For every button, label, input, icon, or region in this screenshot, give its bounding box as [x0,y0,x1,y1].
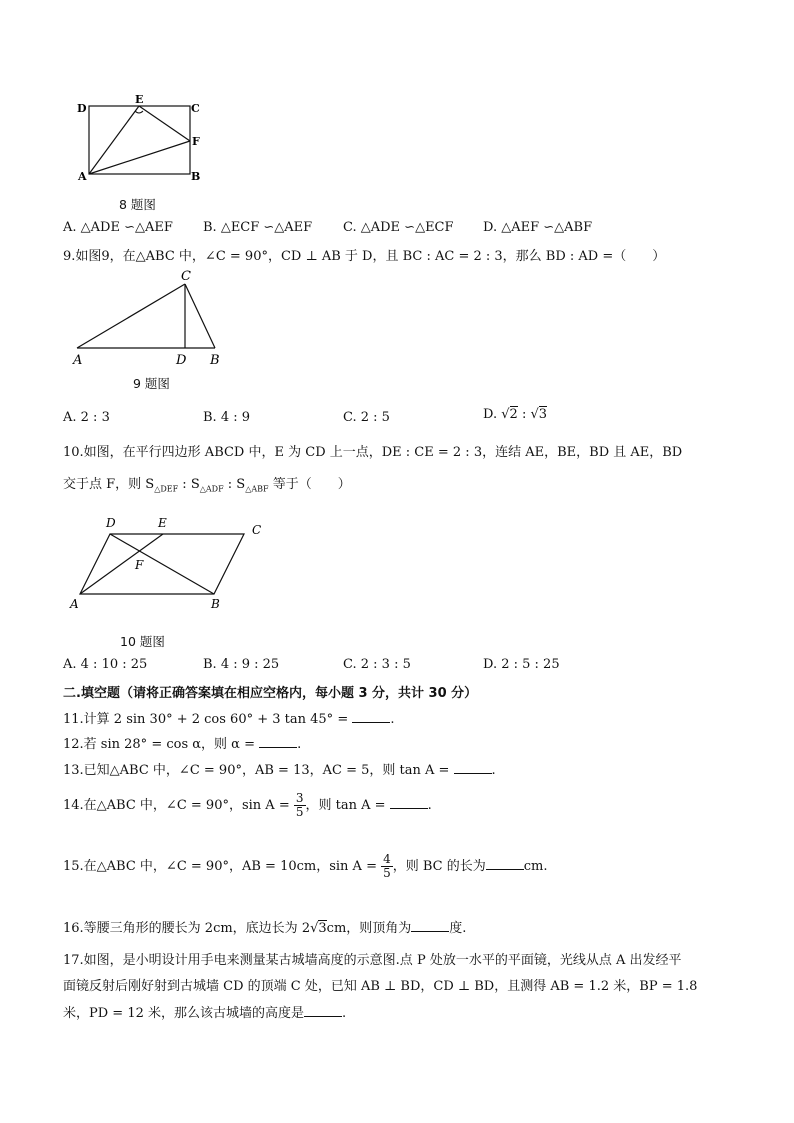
rectangle-abcd [89,106,190,174]
fraction-denominator: 5 [295,805,304,819]
segment-ae [80,534,163,594]
q8-option-c: C. △ADE ∽△ECF [343,220,454,235]
q10-stem-text-mid1: : S [178,477,200,492]
answer-blank[interactable] [454,761,492,774]
answer-blank[interactable] [486,857,524,870]
answer-blank[interactable] [390,796,428,809]
section-heading: 二.填空题（请将正确答案填在相应空格内，每小题 3 分，共计 30 分） [63,686,478,701]
q14-text-b: ，则 tan A = [305,798,390,813]
q9-option-c: C. 2 : 5 [343,410,390,425]
label-c: C [252,523,262,537]
label-d: D [77,102,87,115]
q10-sub-abf: △ABF [245,484,269,494]
sqrt-symbol: √ [310,921,319,936]
label-a: A [70,597,79,611]
q11-end: . [390,712,395,727]
figure-10 [64,512,274,614]
q9-option-d-radicand-a: 2 [509,407,518,422]
q12 [63,733,301,752]
q16-radicand: 3 [318,921,327,936]
figure-8-caption: 8 题图 [119,197,156,212]
q10-option-c: C. 2 : 3 : 5 [343,657,411,672]
label-b: B [191,170,201,183]
fraction [294,792,306,819]
segment-ae [89,106,139,174]
figure-8 [72,92,212,184]
q15-text-b: ，则 BC 的长为 [392,859,486,874]
q17-line1: 17.如图，是小明设计用手电来测量某古城墙高度的示意图.点 P 处放一水平的平面镜，光线从点 A 出发经平 [63,953,682,968]
answer-blank[interactable] [259,735,297,748]
q9-option-d-prefix: D. [483,407,498,422]
segment-bc [185,284,215,348]
answer-blank[interactable] [352,710,390,723]
q13 [63,759,496,778]
q10-stem-text-b: 等于（ ） [268,477,351,492]
label-a: A [73,353,83,368]
q15-end: cm. [523,859,548,874]
right-angle-mark [135,111,143,113]
fraction-numerator: 4 [383,852,391,866]
q17-line3 [63,1002,346,1021]
q15 [63,853,548,880]
q11-text: 11.计算 2 sin 30° + 2 cos 60° + 3 tan 45° = [63,712,353,727]
figure-9 [68,268,228,368]
q14-end: . [427,798,432,813]
q14 [63,792,432,819]
label-b: B [211,597,220,611]
q8-option-a: A. △ADE ∽△AEF [63,220,173,235]
q10-stem-text-mid2: : S [223,477,246,492]
fraction-denominator: 5 [383,866,391,880]
q10-option-a: A. 4 : 10 : 25 [63,657,148,672]
q9-option-b: B. 4 : 9 [203,410,251,425]
label-f: F [192,135,200,148]
q12-end: . [297,737,302,752]
q17-text: 米，PD = 12 米，那么该古城墙的高度是 [63,1006,305,1021]
answer-blank[interactable] [411,919,449,932]
q10-option-b: B. 4 : 9 : 25 [203,657,280,672]
fraction [381,853,393,880]
q10-stem-line1: 10.如图，在平行四边形 ABCD 中，E 为 CD 上一点，DE : CE = 2 : 3，连结 AE，BE，BD 且 AE，BD [63,445,683,460]
q14-text: 14.在△ABC 中，∠C = 90°，sin A = [63,798,294,813]
sqrt-symbol: √ [530,407,539,422]
label-f: F [135,558,144,572]
figure-10-caption: 10 题图 [120,634,165,649]
q17-line2: 面镜反射后刚好射到古城墙 CD 的顶端 C 处，已知 AB ⊥ BD，CD ⊥ BD，且测得 AB = 1.2 米，BP = 1.8 [63,979,698,994]
q16 [63,917,466,936]
sqrt-symbol: √ [501,407,510,422]
q16-end: 度. [449,921,467,936]
q8-option-b: B. △ECF ∽△AEF [203,220,313,235]
label-c: C [191,102,200,115]
fraction-numerator: 3 [295,791,304,805]
q10-sub-adf: △ADF [199,484,224,494]
q13-text: 13.已知△ABC 中，∠C = 90°，AB = 13，AC = 5，则 tan A = [63,763,454,778]
q15-text: 15.在△ABC 中，∠C = 90°，AB = 10cm，sin A = [63,859,382,874]
segment-ef [139,106,190,141]
q10-option-d: D. 2 : 5 : 25 [483,657,560,672]
q16-text: 16.等腰三角形的腰长为 2cm，底边长为 2 [63,921,311,936]
label-b: B [210,353,220,368]
q10-stem-text-a: 交于点 F，则 S [63,477,155,492]
label-a: A [78,170,87,183]
q8-option-d: D. △AEF ∽△ABF [483,220,593,235]
segment-af [89,141,190,174]
q17-end: . [342,1006,347,1021]
segment-bd [110,534,214,594]
q9-option-a: A. 2 : 3 [63,410,110,425]
q13-end: . [491,763,496,778]
label-d: D [106,516,116,530]
label-e: E [135,93,144,106]
segment-ac [77,284,185,348]
q12-text: 12.若 sin 28° = cos α，则 α = [63,737,260,752]
q11 [63,708,394,727]
label-d: D [176,353,187,368]
label-c: C [181,269,191,284]
q10-sub-def: △DEF [154,484,179,494]
label-e: E [158,516,167,530]
q10-stem-line2 [63,473,351,494]
figure-9-caption: 9 题图 [133,376,170,391]
q16-text-b: cm，则顶角为 [326,921,412,936]
q9-option-d-radicand-b: 3 [538,407,548,422]
answer-blank[interactable] [304,1004,342,1017]
q9-option-d: D. √2 : √3 [483,407,548,422]
q9-stem: 9.如图9，在△ABC 中，∠C = 90°，CD ⊥ AB 于 D，且 BC : AC = 2 : 3，那么 BD : AD =（ ） [63,249,666,264]
